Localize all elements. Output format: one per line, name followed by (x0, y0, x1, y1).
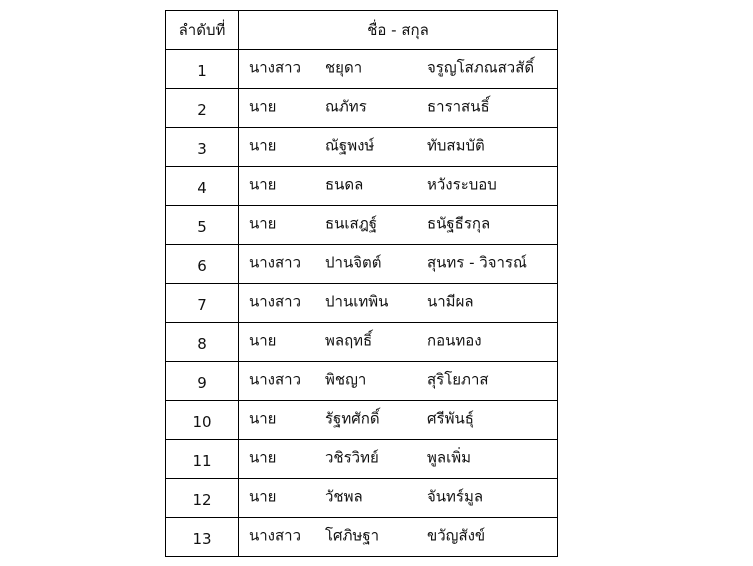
sequence-number-cell (166, 518, 239, 557)
full-name (239, 284, 557, 322)
full-name (239, 518, 557, 556)
sequence-number-cell (166, 440, 239, 479)
last-name: จรูญโสภณสวสัดิ์ (427, 58, 535, 77)
full-name (239, 206, 557, 244)
first-name: ธนเสฎฐ์ (325, 214, 378, 233)
table-row (166, 323, 558, 362)
first-name: วชิรวิทย์ (325, 448, 379, 467)
last-name: สุริโยภาส (427, 370, 489, 389)
sequence-number-cell (166, 206, 239, 245)
full-name (239, 167, 557, 205)
first-name: รัฐทศักดิ์ (325, 409, 380, 428)
sequence-number: 3 (197, 139, 207, 158)
first-name: ปานจิตต์ (325, 253, 382, 272)
table-row (166, 401, 558, 440)
full-name (239, 128, 557, 166)
last-name: ธาราสนธิ์ (427, 97, 490, 116)
full-name-cell (239, 518, 558, 557)
sequence-number: 8 (197, 334, 207, 353)
full-name-cell (239, 401, 558, 440)
table-row (166, 362, 558, 401)
table-row (166, 89, 558, 128)
sequence-number: 2 (197, 100, 207, 119)
sequence-number-cell (166, 50, 239, 89)
full-name (239, 401, 557, 439)
name-prefix: นาย (249, 136, 277, 155)
full-name-cell (239, 206, 558, 245)
full-name-cell (239, 362, 558, 401)
full-name-cell (239, 440, 558, 479)
table-row (166, 245, 558, 284)
table-header-row (166, 11, 558, 50)
last-name: นามีผล (427, 292, 474, 311)
table-row (166, 128, 558, 167)
sequence-number: 7 (197, 295, 207, 314)
sequence-number-cell (166, 323, 239, 362)
name-prefix: นาย (249, 97, 277, 116)
full-name-cell (239, 323, 558, 362)
last-name: กอนทอง (427, 331, 482, 350)
name-prefix: นางสาว (249, 253, 302, 272)
table-row (166, 284, 558, 323)
name-prefix: นาย (249, 487, 277, 506)
sequence-number-cell (166, 245, 239, 284)
sequence-number-cell (166, 362, 239, 401)
table-row (166, 206, 558, 245)
last-name: ศรีพันธุ์ (427, 409, 474, 428)
table-row (166, 440, 558, 479)
name-prefix: นางสาว (249, 58, 302, 77)
sequence-number-cell (166, 89, 239, 128)
table-row (166, 50, 558, 89)
header-sequence-number: ลำดับที่ (166, 11, 239, 50)
sequence-number: 6 (197, 256, 207, 275)
last-name: พูลเพิ่ม (427, 448, 471, 467)
name-prefix: นาย (249, 448, 277, 467)
name-prefix: นางสาว (249, 526, 302, 545)
first-name: ธนดล (325, 175, 364, 194)
sequence-number: 4 (197, 178, 207, 197)
full-name-cell (239, 128, 558, 167)
table-row (166, 518, 558, 557)
full-name (239, 245, 557, 283)
sequence-number-cell (166, 284, 239, 323)
first-name: ปานเทพิน (325, 292, 389, 311)
first-name: ณภัทร (325, 97, 367, 116)
full-name-cell (239, 167, 558, 206)
table-row (166, 167, 558, 206)
sequence-number-cell (166, 128, 239, 167)
last-name: ทับสมบัติ (427, 136, 485, 155)
sequence-number: 12 (192, 490, 212, 509)
sequence-number: 10 (192, 412, 212, 431)
full-name (239, 440, 557, 478)
first-name: วัชพล (325, 487, 363, 506)
sequence-number: 13 (192, 529, 212, 548)
full-name-cell (239, 50, 558, 89)
sequence-number: 9 (197, 373, 207, 392)
name-list-table (165, 10, 558, 557)
name-prefix: นาย (249, 175, 277, 194)
first-name: ณัฐพงษ์ (325, 136, 375, 155)
name-prefix: นาย (249, 214, 277, 233)
full-name (239, 89, 557, 127)
full-name (239, 362, 557, 400)
name-prefix: นางสาว (249, 292, 302, 311)
full-name (239, 323, 557, 361)
first-name: พลฤทธิ์ (325, 331, 373, 350)
sequence-number: 5 (197, 217, 207, 236)
last-name: สุนทร - วิจารณ์ (427, 253, 527, 272)
full-name-cell (239, 89, 558, 128)
full-name-cell (239, 284, 558, 323)
first-name: พิชญา (325, 370, 367, 389)
sequence-number: 1 (197, 61, 207, 80)
sequence-number: 11 (192, 451, 212, 470)
last-name: ธนัฐธีรกุล (427, 214, 491, 233)
name-prefix: นาย (249, 331, 277, 350)
full-name (239, 50, 557, 88)
sequence-number-cell (166, 479, 239, 518)
full-name-cell (239, 479, 558, 518)
first-name: โศภิษฐา (325, 526, 380, 545)
last-name: หวังระบอบ (427, 175, 497, 194)
full-name-cell (239, 245, 558, 284)
sequence-number-cell (166, 401, 239, 440)
name-prefix: นาย (249, 409, 277, 428)
sequence-number-cell (166, 167, 239, 206)
last-name: จันทร์มูล (427, 487, 484, 506)
last-name: ขวัญสังข์ (427, 526, 486, 545)
table-row (166, 479, 558, 518)
name-prefix: นางสาว (249, 370, 302, 389)
table-body (166, 50, 558, 557)
first-name: ชยุดา (325, 58, 363, 77)
full-name (239, 479, 557, 517)
header-full-name: ชื่อ - สกุล (239, 11, 558, 50)
